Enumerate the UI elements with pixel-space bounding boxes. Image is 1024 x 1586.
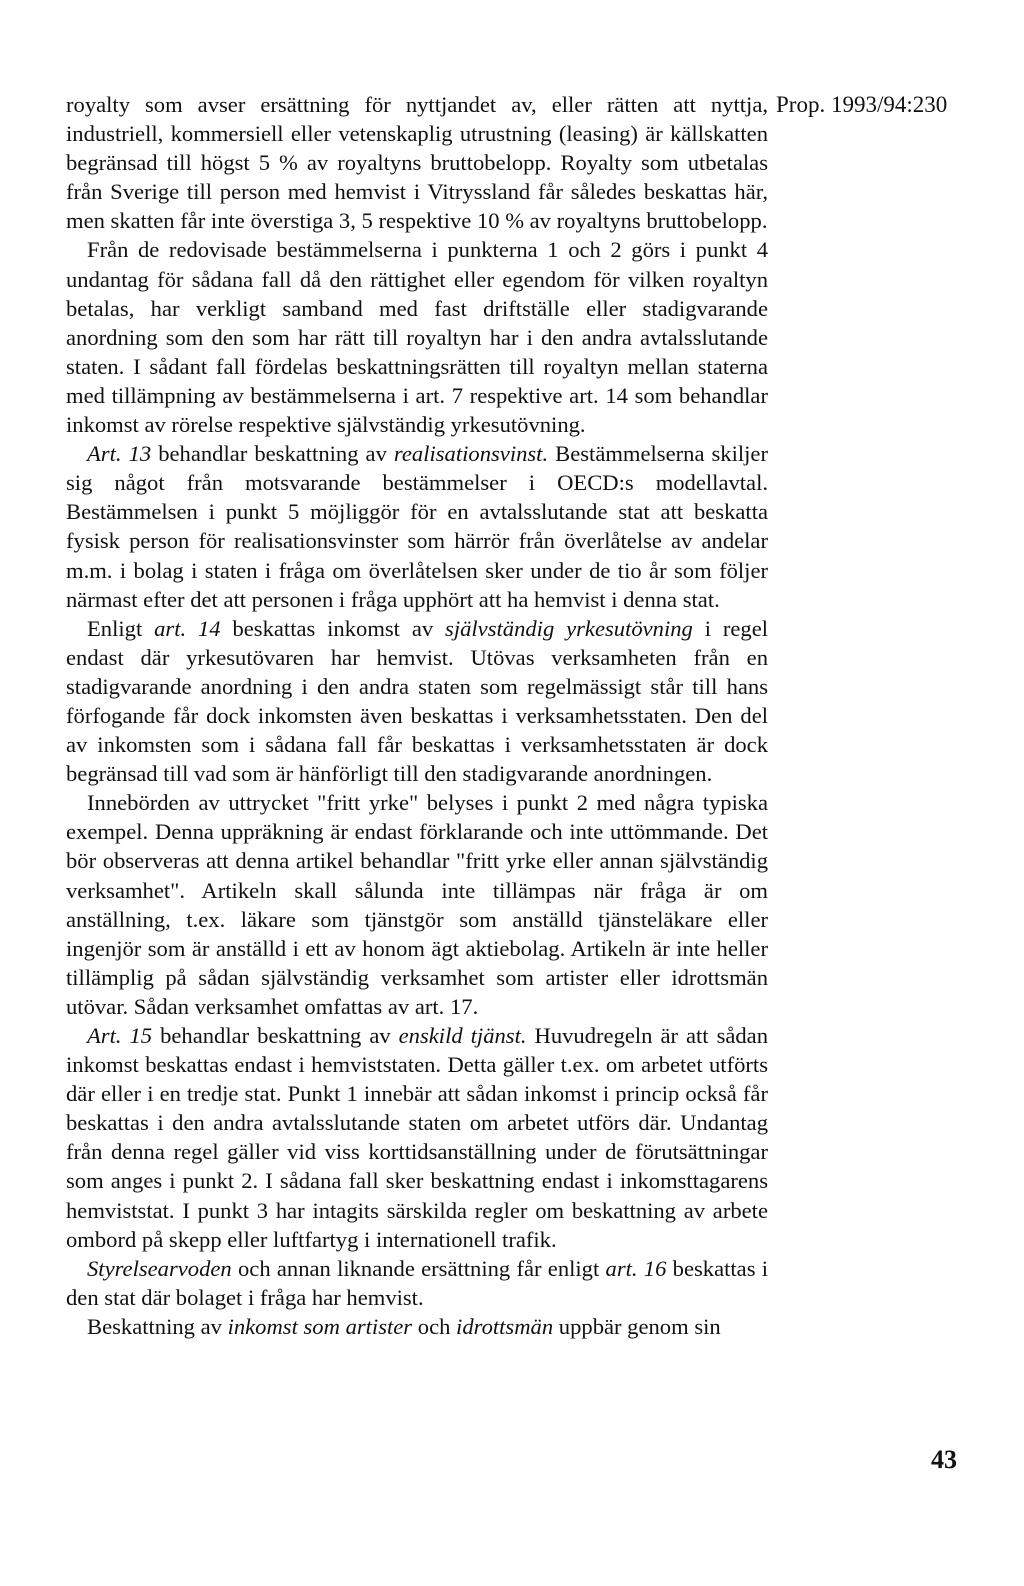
paragraph-article-14 (66, 614, 768, 789)
paragraph-text: Bestämmelserna skiljer sig något från motsvarande bestämmelser i OECD:s modellavtal. Bestämmelsen i punkt 5 möjliggör för en avtalsslutande stat att beskatta fysisk person för realisationsvinster som härrör från överlåtelse av andelar m.m. i bolag i staten i fråga om överlåtelsen sker under de tio år som följer närmast efter det att personen i fråga upphört att ha hemvist i denna stat. (66, 441, 768, 612)
paragraph-royalty-exception: Från de redovisade bestämmelserna i punkterna 1 och 2 görs i punkt 4 undantag för sådana fall då den rättighet eller egendom för vilken royaltyn betalas, har verkligt samband med fast driftställe eller stadigvarande anordning som den som har rätt till royaltyn har i den andra avtalsslutande staten. I sådant fall fördelas beskattningsrätten till royaltyn mellan staterna med tillämpning av bestämmelserna i art. 7 respektive art. 14 som behandlar inkomst av rörelse respektive självständig yrkesutövning. (66, 237, 768, 438)
paragraph-text: Enligt (87, 615, 143, 641)
paragraph-article-15 (66, 1021, 768, 1254)
article-ref: art. 14 (154, 615, 221, 641)
paragraph-text: Beskattning av (87, 1313, 222, 1339)
emphasized-term: enskild tjänst. (398, 1023, 527, 1048)
paragraph-text: beskattas i den stat där bolaget i fråga har hemvist. (66, 1255, 769, 1310)
paragraph-royalty-continuation: royalty som avser ersättning för nyttjandet av, eller rätten att nyttja, industriell, kommersiell eller vetenskaplig utrustning (leasing) är källskatten begränsad till högst 5 % av royaltyns bruttobelopp. Royalty som utbetalas från Sverige till person med hemvist i Vitryssland får således beskattas här, men skatten får inte överstiga 3, 5 respektive 10 % av royaltyns bruttobelopp. (66, 92, 768, 234)
paragraph-text: behandlar beskattning av (158, 441, 387, 467)
paragraph-text: Huvudregeln är att sådan inkomst beskattas endast i hemviststaten. Detta gäller t.ex. om arbetet utförts där eller i en tredje stat. Punkt 1 innebär att sådan inkomst i princip också får beskattas i den andra avtalsslutande staten om arbetet utförs där. Undantag från denna regel gäller vid viss korttidsanställning under de förutsättningar som anges i punkt 2. I sådana fall sker beskattning endast i inkomsttagarens hemviststat. I punkt 3 har intagits särskilda regler om beskattning av arbete ombord på skepp eller luftfartyg i internationell trafik. (66, 1023, 769, 1252)
emphasized-term: självständig yrkesutövning (445, 615, 693, 641)
page-number: 43 (931, 1445, 957, 1474)
paragraph-text: behandlar beskattning av (160, 1023, 391, 1048)
article-ref: Art. (87, 441, 122, 467)
paragraph-text: uppbär genom sin (558, 1313, 721, 1339)
paragraph-text: och annan liknande ersättning får enligt (238, 1255, 600, 1281)
paragraph-article-16 (66, 1254, 768, 1312)
emphasized-term: inkomst som artister (227, 1313, 413, 1339)
proposition-reference: Prop. 1993/94:230 (776, 92, 948, 117)
body-text (66, 90, 768, 1341)
article-number: 13 (128, 441, 152, 467)
paragraph-text: i regel endast där yrkesutövaren har hemvist. Utövas verksamheten från en stadigvarande anordning i den andra staten som regelmässigt står till hans förfogande får dock inkomsten även beskattas i verksamhetsstaten. Den del av inkomsten som i sådana fall får beskattas i verksamhetsstaten är dock begränsad till vad som är hänförligt till den stadigvarande anordningen. (66, 615, 769, 787)
article-ref: art. 16 (605, 1255, 667, 1281)
emphasized-term: realisationsvinst. (393, 441, 549, 467)
emphasized-term: Styrelsearvoden (87, 1255, 232, 1281)
paragraph-artists-athletes (66, 1312, 768, 1341)
paragraph-text: beskattas inkomst av (232, 615, 434, 641)
article-ref: Art. 15 (87, 1023, 153, 1048)
emphasized-term: idrottsmän (456, 1313, 554, 1339)
paragraph-article-13 (66, 439, 768, 614)
paragraph-text: och (417, 1313, 451, 1339)
paragraph-fritt-yrke: Innebörden av uttrycket "fritt yrke" belyses i punkt 2 med några typiska exempel. Denna uppräkning är endast förklarande och inte uttömmande. Det bör observeras att denna artikel behandlar "fritt yrke eller annan självständig verksamhet". Artikeln skall sålunda inte tillämpas när fråga är om anställning, t.ex. läkare som tjänstgör som anställd tjänsteläkare eller ingenjör som är anställd i ett av honom ägt aktiebolag. Artikeln är inte heller tillämplig på sådan självständig verksamhet som artister eller idrottsmän utövar. Sådan verksamhet omfattas av art. 17. (66, 790, 768, 1019)
